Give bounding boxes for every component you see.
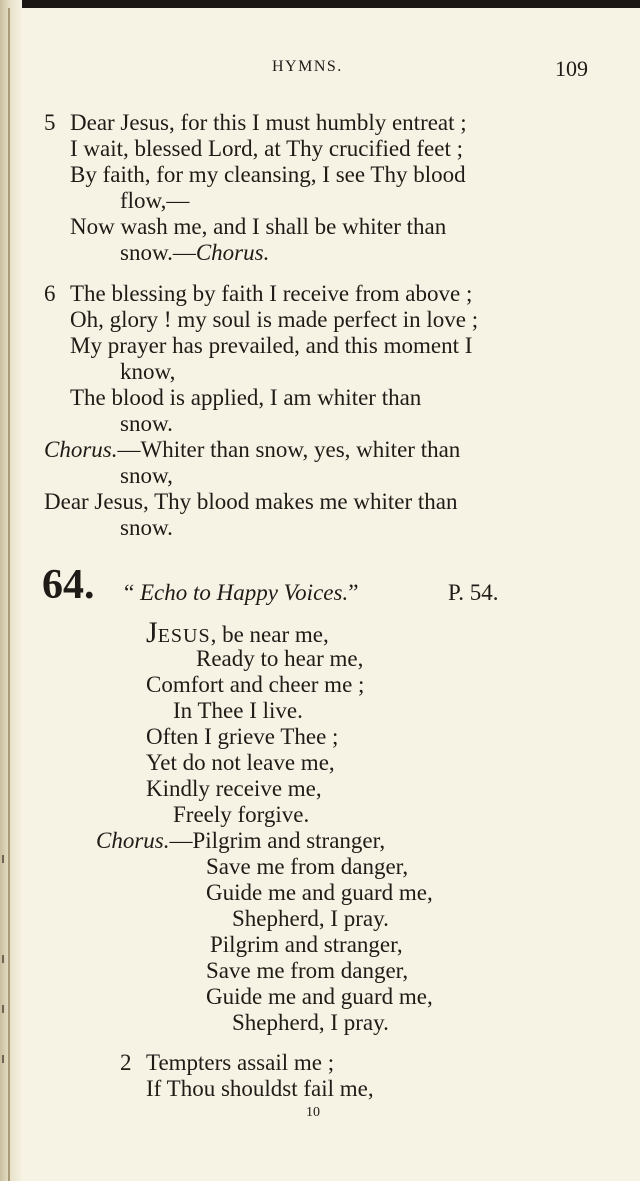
verse-line: Dear Jesus, for this I must humbly entreat ; [70,110,467,135]
chorus-label: Chorus. [44,437,118,462]
chorus-line [44,437,460,463]
tune-name: Echo to Happy Voices. [139,580,349,605]
verse-line: Freely forgive. [173,802,310,827]
verse-line-continuation: snow. [120,411,173,436]
verse-line: Now wash me, and I shall be whiter than [70,214,447,239]
verse-line-continuation: flow,— [120,188,190,213]
page-spine-shadow [0,0,22,1181]
chorus-line-continuation: snow, [120,463,173,488]
chorus-text: —Whiter than snow, yes, whiter than [117,437,461,462]
verse-line: My prayer has prevailed, and this moment I [70,333,473,358]
page-gutter-line [8,8,10,1181]
verse-line: The blessing by faith I receive from above ; [70,281,473,306]
margin-speck [2,855,4,863]
margin-speck [2,955,4,963]
chorus-line: Save me from danger, [206,958,409,983]
verse-number: 5 [44,110,56,135]
chorus-text: —Pilgrim and stranger, [169,828,386,853]
chorus-reference: Chorus. [195,240,270,265]
chorus-line [96,828,385,854]
chorus-line-continuation: snow. [120,515,173,540]
drop-cap: J [146,616,158,649]
verse-line-continuation [120,240,269,266]
page-top-edge [0,0,640,8]
verse-line: If Thou shouldst fail me, [146,1076,374,1101]
verse-line: By faith, for my cleansing, I see Thy blood [70,162,466,187]
verse-line-continuation: know, [120,359,176,384]
verse-number: 6 [44,281,56,306]
verse-line: Oh, glory ! my soul is made perfect in love ; [70,307,479,332]
chorus-line: Dear Jesus, Thy blood makes me whiter than [44,489,458,514]
verse-line-end: snow.— [120,240,196,265]
verse-line: Tempters assail me ; [146,1050,335,1075]
page-number: 109 [555,56,588,81]
signature-mark: 10 [306,1105,320,1120]
quote-open: “ [124,580,135,605]
tune-page-reference: P. 54. [448,580,499,605]
running-title: HYMNS. [272,58,343,75]
chorus-line: Shepherd, I pray. [232,906,389,931]
chorus-label: Chorus. [96,828,170,853]
verse-line-rest: , be near me, [210,622,329,647]
verse-line: Kindly receive me, [146,776,322,801]
chorus-line: Guide me and guard me, [206,984,433,1009]
verse-line: I wait, blessed Lord, at Thy crucified feet ; [70,136,463,161]
verse-line: Yet do not leave me, [146,750,335,775]
verse-line: In Thee I live. [173,698,303,723]
verse-line: Ready to hear me, [196,646,364,671]
verse-number: 2 [120,1050,132,1075]
verse-line: Comfort and cheer me ; [146,672,365,697]
chorus-line: Guide me and guard me, [206,880,433,905]
verse-line: Often I grieve Thee ; [146,724,339,749]
tune-heading [124,580,358,606]
chorus-line: Pilgrim and stranger, [210,932,403,957]
small-caps-word: ESUS [157,625,211,647]
margin-speck [2,1055,4,1063]
quote-close: ” [348,580,359,605]
chorus-line: Shepherd, I pray. [232,1010,389,1035]
hymn-number: 64. [42,562,95,608]
margin-speck [2,1005,4,1013]
verse-line [146,616,329,649]
chorus-line: Save me from danger, [206,854,409,879]
verse-line: The blood is applied, I am whiter than [70,385,422,410]
